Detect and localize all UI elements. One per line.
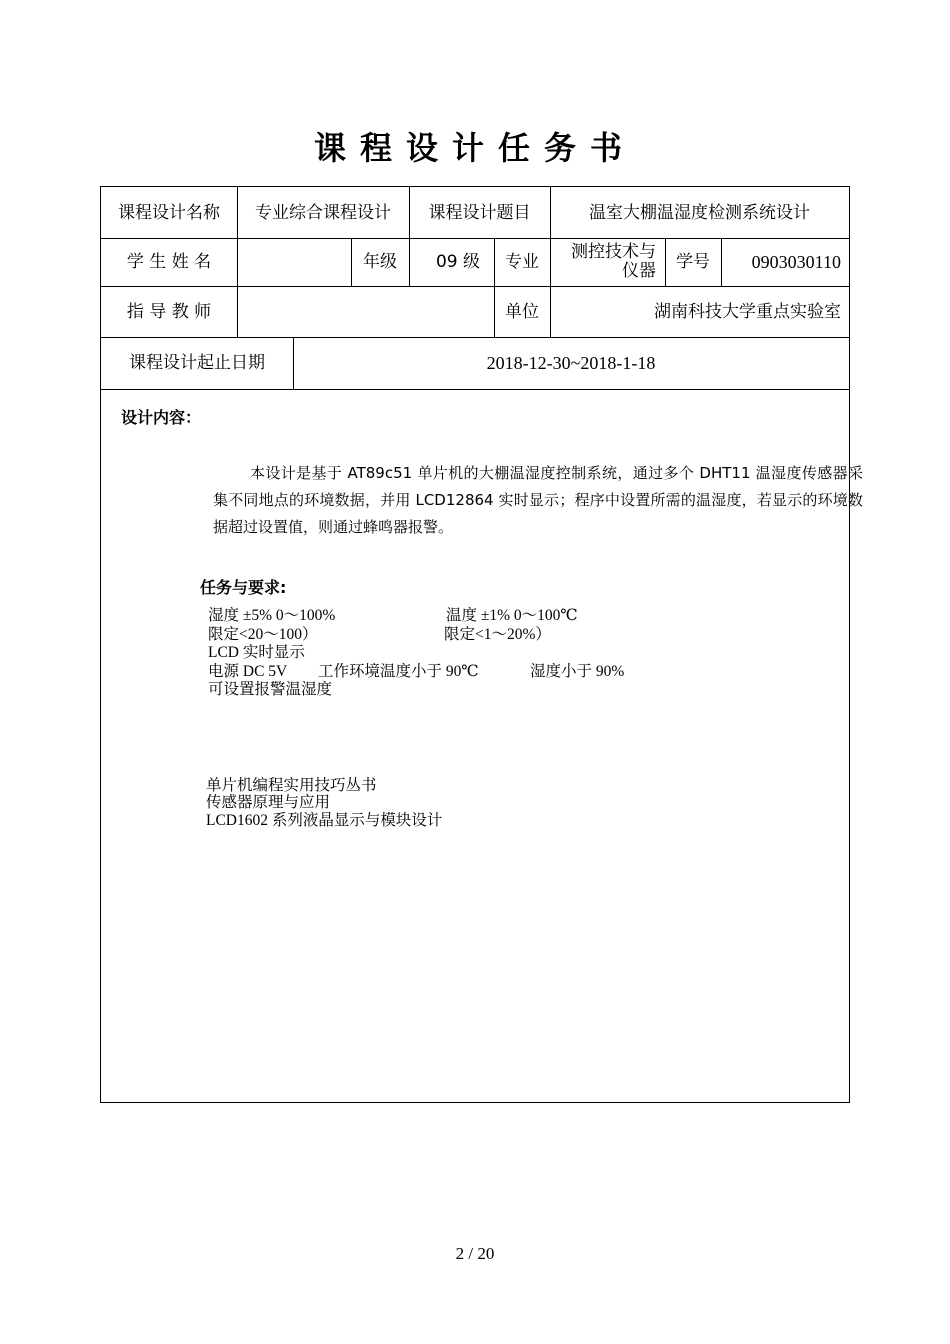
teacher-label: 指 导 教 师	[126, 301, 212, 322]
topic-value: 温室大棚温湿度检测系统设计	[589, 202, 810, 223]
requirements-label-clip	[200, 578, 400, 598]
req-temperature-range: 温度 ±1% 0～100℃	[446, 607, 578, 624]
student-name-label: 学 生 姓 名	[126, 252, 212, 272]
req-humidity-range: 湿度 ±5% 0～100%	[208, 607, 336, 624]
border-tick	[849, 590, 850, 598]
design-paragraph	[213, 460, 863, 541]
unit-label: 单位	[505, 301, 539, 322]
course-name-label: 课程设计名称	[118, 202, 220, 223]
student-name-value	[237, 238, 351, 286]
student-id-label: 学号	[676, 252, 710, 272]
major-value-line1: 测控技术与	[571, 242, 656, 262]
row-divider	[101, 389, 849, 390]
req-power: 电源 DC 5V	[208, 663, 288, 680]
document-title: 课程设计任务书	[313, 129, 636, 167]
req-humidity-limit: 限定<20～100）	[208, 626, 318, 643]
major-value	[550, 238, 665, 286]
date-value: 2018-12-30~2018-1-18	[486, 353, 656, 373]
topic-label: 课程设计题目	[428, 202, 531, 223]
req-lcd-display: LCD 实时显示	[208, 644, 305, 661]
reference-item: 单片机编程实用技巧丛书	[206, 777, 377, 794]
req-alarm: 可设置报警温湿度	[208, 681, 333, 698]
design-content-label: 设计内容：	[121, 408, 202, 427]
student-id-value: 0903030110	[751, 252, 841, 272]
requirements-label: 任务与要求:	[200, 578, 287, 597]
course-name-value: 专业综合课程设计	[255, 202, 391, 223]
grade-label: 年级	[363, 252, 397, 272]
page-number: 2 / 20	[455, 1244, 495, 1263]
date-label: 课程设计起止日期	[129, 353, 265, 373]
reference-item: 传感器原理与应用	[206, 794, 331, 811]
req-work-temp: 工作环境温度小于 90℃	[318, 663, 479, 680]
grade-value: 09 级	[435, 252, 480, 272]
border-tick	[849, 760, 850, 768]
req-temperature-limit: 限定<1～20%）	[444, 626, 551, 643]
req-work-humidity: 湿度小于 90%	[530, 663, 625, 680]
unit-value: 湖南科技大学重点实验室	[654, 301, 841, 322]
design-paragraph-text: 本设计是基于 AT89c51 单片机的大棚温湿度控制系统，通过多个 DHT11 温湿度传感器采集不同地点的环境数据，并用 LCD12864 实时显示；程序中设置所需的温湿度，若显示的环境数据超过设置值，则通过蜂鸣器报警。	[213, 464, 863, 536]
major-label: 专业	[505, 252, 539, 272]
teacher-value	[237, 286, 494, 337]
reference-item: LCD1602 系列液晶显示与模块设计	[206, 812, 443, 829]
major-value-line2: 仪器	[622, 261, 656, 281]
